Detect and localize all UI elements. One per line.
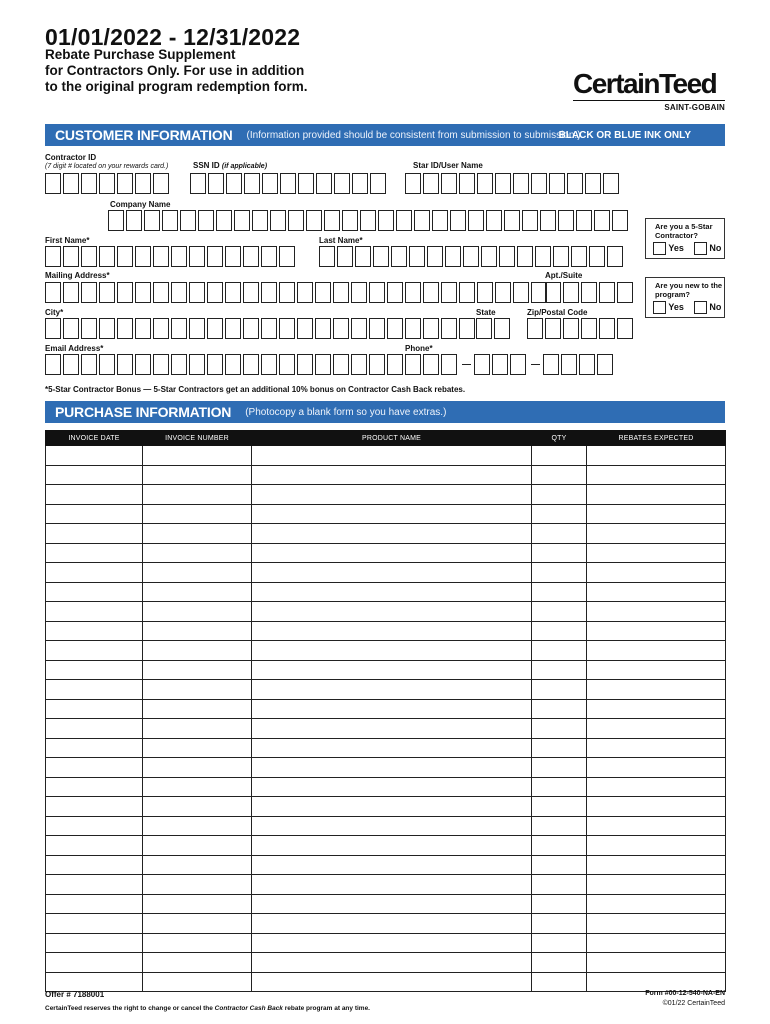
apt-suite-label: Apt./Suite — [545, 271, 583, 280]
mailing-address-label: Mailing Address* — [45, 271, 110, 280]
apt-suite-input[interactable] — [545, 282, 635, 303]
table-cell[interactable] — [532, 836, 587, 856]
table-cell[interactable] — [587, 621, 726, 641]
table-cell[interactable] — [143, 563, 252, 583]
star-id-input[interactable] — [405, 173, 621, 194]
table-cell[interactable] — [532, 563, 587, 583]
company-name-input[interactable] — [108, 210, 630, 231]
table-cell[interactable] — [587, 602, 726, 622]
zip-label: Zip/Postal Code — [527, 308, 588, 317]
table-cell[interactable] — [532, 621, 587, 641]
table-cell[interactable] — [46, 524, 143, 544]
table-cell[interactable] — [587, 894, 726, 914]
rights-suffix: rebate program at any time. — [282, 1005, 370, 1012]
table-cell[interactable] — [143, 797, 252, 817]
table-cell[interactable] — [46, 797, 143, 817]
city-input[interactable] — [45, 318, 477, 339]
table-cell[interactable] — [532, 699, 587, 719]
table-cell[interactable] — [143, 875, 252, 895]
contractor-id-input[interactable] — [45, 173, 171, 194]
table-cell[interactable] — [143, 465, 252, 485]
table-cell[interactable] — [143, 933, 252, 953]
purchase-table-header — [46, 431, 726, 446]
table-cell[interactable] — [587, 797, 726, 817]
table-cell[interactable] — [532, 914, 587, 934]
table-row — [46, 504, 726, 524]
table-row — [46, 582, 726, 602]
table-row — [46, 816, 726, 836]
purchase-info-note: (Photocopy a blank form so you have extras.) — [245, 406, 447, 418]
new-program-yes-label: Yes — [668, 301, 684, 312]
table-cell[interactable] — [46, 758, 143, 778]
table-cell[interactable] — [46, 660, 143, 680]
table-cell[interactable] — [46, 836, 143, 856]
customer-info-bar — [45, 124, 725, 146]
table-row — [46, 972, 726, 992]
table-cell[interactable] — [532, 524, 587, 544]
table-cell[interactable] — [587, 699, 726, 719]
table-cell[interactable] — [252, 524, 532, 544]
new-program-no-checkbox[interactable] — [694, 301, 707, 314]
table-cell[interactable] — [532, 543, 587, 563]
table-cell[interactable] — [252, 777, 532, 797]
table-cell[interactable] — [532, 875, 587, 895]
logo-wordmark: CertainTeed — [573, 68, 717, 99]
phone-dash — [462, 364, 471, 365]
rights-note — [45, 1005, 370, 1012]
five-star-no-label: No — [709, 242, 722, 253]
footer-left — [45, 990, 370, 1012]
customer-info-title: CUSTOMER INFORMATION — [55, 127, 233, 143]
purchase-info-title: PURCHASE INFORMATION — [55, 404, 232, 420]
table-cell[interactable] — [532, 446, 587, 466]
table-cell[interactable] — [587, 446, 726, 466]
rights-prefix: CertainTeed reserves the right to change or cancel the — [45, 1005, 215, 1012]
five-star-no-option[interactable] — [694, 242, 722, 255]
table-cell[interactable] — [46, 543, 143, 563]
table-cell[interactable] — [143, 894, 252, 914]
table-cell[interactable] — [46, 465, 143, 485]
contractor-id-note: (7 digit # located on your rewards card.) — [45, 163, 169, 170]
table-cell[interactable] — [46, 621, 143, 641]
table-cell[interactable] — [46, 953, 143, 973]
table-row — [46, 797, 726, 817]
table-cell[interactable] — [252, 719, 532, 739]
table-row — [46, 465, 726, 485]
table-cell[interactable] — [252, 738, 532, 758]
table-cell[interactable] — [252, 894, 532, 914]
table-cell[interactable] — [587, 933, 726, 953]
table-row — [46, 621, 726, 641]
table-row — [46, 758, 726, 778]
table-row — [46, 738, 726, 758]
table-cell[interactable] — [46, 582, 143, 602]
table-cell[interactable] — [587, 777, 726, 797]
table-cell[interactable] — [532, 797, 587, 817]
table-cell[interactable] — [532, 933, 587, 953]
ssn-id-label-text: SSN ID — [193, 161, 220, 170]
table-cell[interactable] — [252, 660, 532, 680]
table-cell[interactable] — [143, 836, 252, 856]
table-row — [46, 485, 726, 505]
zip-input[interactable] — [527, 318, 635, 339]
table-cell[interactable] — [532, 660, 587, 680]
table-cell[interactable] — [587, 719, 726, 739]
table-row — [46, 602, 726, 622]
table-cell[interactable] — [46, 875, 143, 895]
table-cell[interactable] — [587, 953, 726, 973]
table-cell[interactable] — [532, 894, 587, 914]
table-cell[interactable] — [143, 602, 252, 622]
table-cell[interactable] — [143, 777, 252, 797]
table-cell[interactable] — [532, 816, 587, 836]
table-cell[interactable] — [252, 875, 532, 895]
table-cell[interactable] — [532, 953, 587, 973]
table-cell[interactable] — [143, 621, 252, 641]
email-label: Email Address* — [45, 344, 104, 353]
table-cell[interactable] — [587, 855, 726, 875]
subtitle-line-1: Rebate Purchase Supplement — [45, 47, 236, 62]
certainteed-logo — [573, 70, 725, 112]
table-cell[interactable] — [587, 758, 726, 778]
table-cell[interactable] — [46, 719, 143, 739]
table-row — [46, 875, 726, 895]
table-row — [46, 660, 726, 680]
table-row — [46, 719, 726, 739]
table-cell[interactable] — [143, 953, 252, 973]
table-cell[interactable] — [143, 972, 252, 992]
table-row — [46, 777, 726, 797]
table-cell[interactable] — [252, 953, 532, 973]
table-row — [46, 855, 726, 875]
table-row — [46, 641, 726, 661]
col-invoice-number: INVOICE NUMBER — [143, 431, 252, 446]
logo-rule — [573, 100, 725, 101]
table-cell[interactable] — [46, 641, 143, 661]
table-cell[interactable] — [252, 855, 532, 875]
first-name-input[interactable] — [45, 246, 297, 267]
table-cell[interactable] — [46, 446, 143, 466]
last-name-label: Last Name* — [319, 236, 363, 245]
table-cell[interactable] — [252, 485, 532, 505]
table-cell[interactable] — [252, 914, 532, 934]
table-cell[interactable] — [532, 504, 587, 524]
five-star-yes-checkbox[interactable] — [653, 242, 666, 255]
table-cell[interactable] — [587, 914, 726, 934]
mailing-address-input[interactable] — [45, 282, 549, 303]
table-cell[interactable] — [46, 563, 143, 583]
purchase-info-bar — [45, 401, 725, 423]
first-name-label: First Name* — [45, 236, 90, 245]
state-input[interactable] — [476, 318, 512, 339]
table-cell[interactable] — [587, 524, 726, 544]
table-cell[interactable] — [532, 680, 587, 700]
table-cell[interactable] — [46, 680, 143, 700]
table-cell[interactable] — [46, 485, 143, 505]
table-cell[interactable] — [252, 816, 532, 836]
table-cell[interactable] — [252, 621, 532, 641]
table-cell[interactable] — [587, 641, 726, 661]
five-star-no-checkbox[interactable] — [694, 242, 707, 255]
subtitle-line-3: to the original program redemption form. — [45, 79, 308, 94]
table-row — [46, 524, 726, 544]
table-row — [46, 563, 726, 583]
table-cell[interactable] — [532, 602, 587, 622]
new-program-no-option[interactable] — [694, 301, 722, 314]
table-row — [46, 543, 726, 563]
state-label: State — [476, 308, 496, 317]
table-cell[interactable] — [143, 855, 252, 875]
table-cell[interactable] — [532, 719, 587, 739]
table-cell[interactable] — [252, 602, 532, 622]
new-program-question: Are you new to the program? — [655, 281, 723, 299]
five-star-yes-label: Yes — [668, 242, 684, 253]
table-cell[interactable] — [252, 933, 532, 953]
table-cell[interactable] — [587, 504, 726, 524]
table-row — [46, 894, 726, 914]
table-cell[interactable] — [587, 465, 726, 485]
table-cell[interactable] — [252, 680, 532, 700]
date-range: 01/01/2022 - 12/31/2022 — [45, 24, 301, 50]
table-cell[interactable] — [143, 680, 252, 700]
phone-label: Phone* — [405, 344, 433, 353]
table-cell[interactable] — [532, 777, 587, 797]
table-cell[interactable] — [143, 543, 252, 563]
table-cell[interactable] — [252, 465, 532, 485]
table-cell[interactable] — [46, 816, 143, 836]
table-cell[interactable] — [532, 485, 587, 505]
table-cell[interactable] — [587, 875, 726, 895]
table-cell[interactable] — [46, 777, 143, 797]
table-cell[interactable] — [252, 758, 532, 778]
rights-program: Contractor Cash Back — [214, 1005, 283, 1012]
table-cell[interactable] — [46, 933, 143, 953]
table-row — [46, 933, 726, 953]
table-cell[interactable] — [143, 738, 252, 758]
col-rebates-expected: REBATES EXPECTED — [587, 431, 726, 446]
table-cell[interactable] — [46, 894, 143, 914]
table-cell[interactable] — [143, 719, 252, 739]
table-cell[interactable] — [587, 972, 726, 992]
table-cell[interactable] — [532, 465, 587, 485]
table-cell[interactable] — [143, 660, 252, 680]
subtitle-line-2: for Contractors Only. For use in addition — [45, 63, 305, 78]
ssn-id-note: (if applicable) — [221, 163, 268, 170]
new-program-no-label: No — [709, 301, 722, 312]
table-cell[interactable] — [252, 543, 532, 563]
table-cell[interactable] — [252, 641, 532, 661]
table-cell[interactable] — [143, 524, 252, 544]
five-star-question: Are you a 5-Star Contractor? — [655, 222, 713, 240]
table-cell[interactable] — [143, 446, 252, 466]
city-label: City* — [45, 308, 64, 317]
table-cell[interactable] — [252, 504, 532, 524]
table-cell[interactable] — [532, 641, 587, 661]
table-row — [46, 446, 726, 466]
new-program-question-box — [645, 277, 725, 318]
table-cell[interactable] — [143, 582, 252, 602]
col-invoice-date: INVOICE DATE — [46, 431, 143, 446]
offer-number: Offer # 7188001 — [45, 990, 105, 999]
table-cell[interactable] — [587, 543, 726, 563]
form-number: Form #00-12-540-NA-EN — [645, 990, 725, 997]
table-row — [46, 836, 726, 856]
table-cell[interactable] — [143, 504, 252, 524]
table-row — [46, 914, 726, 934]
table-cell[interactable] — [587, 582, 726, 602]
ssn-id-label — [193, 161, 267, 170]
ink-note: BLACK OR BLUE INK ONLY — [558, 129, 691, 141]
table-cell[interactable] — [143, 758, 252, 778]
table-cell[interactable] — [587, 563, 726, 583]
table-row — [46, 699, 726, 719]
new-program-yes-checkbox[interactable] — [653, 301, 666, 314]
table-cell[interactable] — [46, 914, 143, 934]
five-star-bonus-note: *5-Star Contractor Bonus — 5-Star Contractors get an additional 10% bonus on Contractor Cash Back rebates. — [45, 385, 466, 394]
logo-subtext: SAINT-GOBAIN — [664, 103, 725, 112]
table-cell[interactable] — [143, 699, 252, 719]
company-name-label: Company Name — [110, 200, 171, 209]
table-cell[interactable] — [46, 699, 143, 719]
table-cell[interactable] — [46, 855, 143, 875]
table-cell[interactable] — [532, 582, 587, 602]
table-cell[interactable] — [143, 485, 252, 505]
table-cell[interactable] — [46, 504, 143, 524]
table-row — [46, 953, 726, 973]
phone-input[interactable] — [405, 354, 615, 375]
col-qty: QTY — [532, 431, 587, 446]
new-program-yes-option[interactable] — [653, 301, 684, 314]
ssn-id-input[interactable] — [190, 173, 388, 194]
five-star-question-box — [645, 218, 725, 259]
star-id-label: Star ID/User Name — [413, 161, 483, 170]
table-cell[interactable] — [532, 972, 587, 992]
table-cell[interactable] — [532, 738, 587, 758]
table-cell[interactable] — [46, 738, 143, 758]
table-cell[interactable] — [252, 699, 532, 719]
table-cell[interactable] — [532, 758, 587, 778]
table-cell[interactable] — [143, 914, 252, 934]
table-cell[interactable] — [587, 680, 726, 700]
table-row — [46, 680, 726, 700]
copyright: ©01/22 CertainTeed — [662, 1000, 725, 1007]
table-cell[interactable] — [46, 602, 143, 622]
footer-right — [645, 990, 725, 1007]
table-cell[interactable] — [252, 972, 532, 992]
col-product-name: PRODUCT NAME — [252, 431, 532, 446]
phone-dash — [531, 364, 540, 365]
customer-info-note: (Information provided should be consistent from submission to submission.) — [246, 129, 581, 141]
table-cell[interactable] — [587, 660, 726, 680]
table-cell[interactable] — [46, 972, 143, 992]
table-cell[interactable] — [587, 738, 726, 758]
table-cell[interactable] — [532, 855, 587, 875]
contractor-id-label: Contractor ID — [45, 153, 97, 162]
table-cell[interactable] — [252, 582, 532, 602]
purchase-table — [45, 430, 726, 992]
five-star-yes-option[interactable] — [653, 242, 684, 255]
table-cell[interactable] — [587, 836, 726, 856]
table-cell[interactable] — [252, 563, 532, 583]
email-input[interactable] — [45, 354, 405, 375]
table-cell[interactable] — [252, 836, 532, 856]
table-cell[interactable] — [143, 816, 252, 836]
last-name-input[interactable] — [319, 246, 625, 267]
table-cell[interactable] — [252, 446, 532, 466]
table-cell[interactable] — [587, 485, 726, 505]
table-cell[interactable] — [252, 797, 532, 817]
table-cell[interactable] — [587, 816, 726, 836]
table-cell[interactable] — [143, 641, 252, 661]
